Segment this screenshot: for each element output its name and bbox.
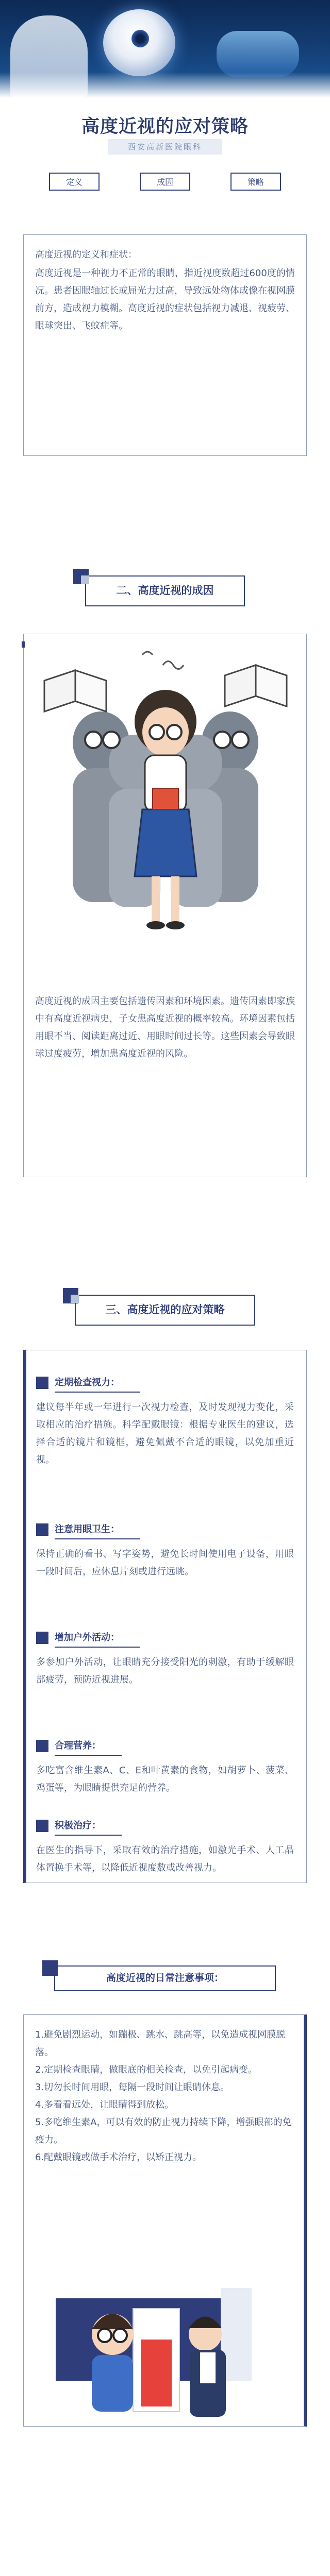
list-item: 2.定期检查眼睛，做眼底的相关检查，以免引起病变。: [35, 2064, 258, 2075]
intro-card: [23, 234, 307, 456]
section-header-daily: [54, 1965, 276, 1991]
lens-graphic: [217, 31, 299, 77]
section-title: 高度近视的日常注意事项：: [106, 1973, 224, 1984]
page-title: 高度近视的应对策略: [81, 116, 249, 137]
doctor-patient-illustration: [35, 2278, 293, 2422]
students-reading-illustration: [24, 634, 307, 954]
tag-strategy[interactable]: 策略: [230, 173, 281, 191]
daily-tips-card: [23, 2014, 307, 2427]
causes-card: [23, 981, 307, 1177]
tag-cause[interactable]: 成因: [140, 173, 190, 191]
tips-list: [35, 2026, 292, 2166]
tag-definition[interactable]: 定义: [49, 173, 100, 191]
causes-illustration-frame: [23, 634, 307, 984]
measure-text: 多吃富含维生素A、C、E和叶黄素的食物，如胡萝卜、菠菜、鸡蛋等，为眼睛提供充足的营养。: [36, 1765, 294, 1793]
section-header-strategies: [75, 1295, 255, 1326]
measure-title: 定期检查视力：: [36, 1376, 120, 1390]
list-item: 6.配戴眼镜或做手术治疗，以矫正视力。: [35, 2152, 202, 2163]
list-item: 5.多吃维生素A，可以有效的防止视力持续下降，增强眼部的免疫力。: [35, 2117, 292, 2145]
pupil-graphic: [131, 30, 149, 47]
measure-text: 建议每半年或一年进行一次视力检查，及时发现视力变化，采取相应的治疗措施。科学配戴眼镜：根据专业医生的建议，选择合适的镜片和镜框，避免佩戴不合适的眼镜，以免加重近视。: [36, 1402, 294, 1465]
measure-text: 保持正确的看书、写字姿势，避免长时间使用电子设备，用眼一段时间后，应休息片刻或进行远眺。: [36, 1549, 294, 1577]
list-item: 4.多看看远处，让眼睛得到放松。: [35, 2099, 174, 2110]
measure-text: 在医生的指导下，采取有效的治疗措施，如激光手术、人工晶体置换手术等，以降低近视度数或改善视力。: [36, 1845, 294, 1873]
tag-bar: [0, 173, 330, 195]
measure-title: 积极治疗：: [36, 1819, 101, 1833]
section-title: 二、高度近视的成因: [116, 585, 214, 597]
measure-text: 多参加户外活动，让眼睛充分接受阳光的刺激，有助于缓解眼部疲劳，预防近视进展。: [36, 1657, 294, 1685]
list-item: 3.切勿长时间用眼，每隔一段时间让眼睛休息。: [35, 2082, 230, 2093]
page-subtitle: 西安高新医院眼科: [108, 139, 222, 155]
section-header-causes: [85, 575, 245, 606]
hero-image: [0, 0, 330, 98]
causes-body: 高度近视的成因主要包括遗传因素和环境因素。遗传因素即家族中有高度近视病史，子女患高度近视的概率较高。环境因素包括用眼不当、阅读距离过近、用眼时间过长等。这些因素会导致眼球过度疲劳，增加患高度近视的风险。: [35, 996, 295, 1059]
intro-heading: 高度近视的定义和症状：: [35, 249, 137, 260]
measure-title: 注意用眼卫生：: [36, 1522, 120, 1537]
section-title: 三、高度近视的应对策略: [105, 1304, 225, 1316]
list-item: 1.避免剧烈运动，如蹦极、跳水、跳高等，以免造成视网膜脱落。: [35, 2029, 286, 2058]
measure-title: 合理营养：: [36, 1739, 101, 1753]
intro-body: 高度近视是一种视力不正常的眼睛，指近视度数超过600度的情况。患者因眼轴过长或屈光力过高，导致远处物体成像在视网膜前方，造成视力模糊。高度近视的症状包括视力减退、视疲劳、眼球突出、飞蚊症等。: [35, 268, 295, 331]
measure-title: 增加户外活动：: [36, 1631, 120, 1645]
